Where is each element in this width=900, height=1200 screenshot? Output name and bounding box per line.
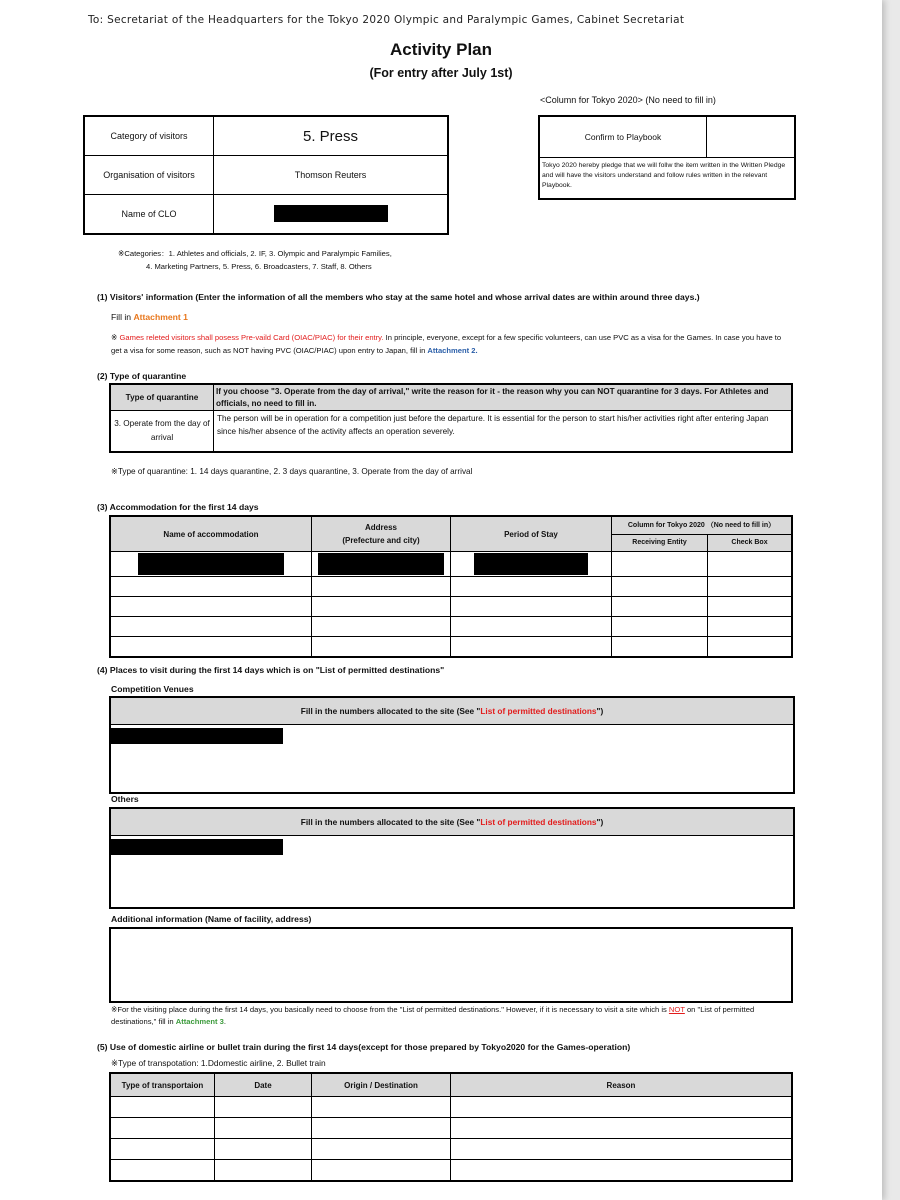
transport-type-note: ※Type of transpotation: 1.Ddomestic airline, 2. Bullet train: [111, 1058, 326, 1068]
period-cell: [451, 552, 612, 577]
col-address: Address (Prefecture and city): [312, 516, 451, 552]
section4-note: [111, 1004, 791, 1028]
page-subtitle: (For entry after July 1st): [369, 66, 513, 80]
fill-suffix: "): [596, 706, 604, 716]
fill-suffix: "): [596, 817, 604, 827]
attachment2-link[interactable]: Attachment 2.: [427, 345, 478, 355]
fill-prefix: Fill in the numbers allocated to the site (See ": [300, 706, 481, 716]
check-cell: [708, 552, 793, 577]
clo-value: [214, 195, 449, 235]
table-row: [110, 552, 792, 577]
col-tokyo-2020: Column for Tokyo 2020 （No need to fill in）: [612, 516, 793, 534]
note-pvc-text: In principle, everyone, except for a few specific volunteers, can use PVC as a visa for the Games. In case you have to get a visa for some reason, such as NOT having PVC (OIAC/PIAC) upon entry to Japan, fill in: [111, 333, 782, 355]
note-not: NOT: [668, 1005, 685, 1014]
additional-info-box[interactable]: [109, 927, 793, 1003]
category-label: Category of visitors: [84, 116, 214, 156]
section1-title: (1) Visitors' information (Enter the information of all the members who stay at the same hotel and whose arrival dates are within around three days.): [97, 292, 700, 302]
accommodation-name-cell: [110, 552, 312, 577]
redaction-bar: [318, 553, 444, 575]
table-row: [110, 617, 792, 637]
quarantine-table: [109, 383, 793, 453]
col-date: Date: [215, 1073, 312, 1097]
permitted-destinations-link[interactable]: List of permitted destinations: [480, 706, 597, 716]
organisation-label: Organisation of visitors: [84, 156, 214, 195]
section5-title: (5) Use of domestic airline or bullet train during the first 14 days(except for those prepared by Tokyo2020 for the Games-operation): [97, 1042, 631, 1052]
redaction-bar: [111, 728, 283, 744]
redaction-bar: [274, 205, 388, 222]
note-pvc-warning: Games releted visitors shall posess Pre-vaild Card (OIAC/PIAC) for their entry.: [119, 333, 384, 342]
organisation-value: Thomson Reuters: [214, 156, 449, 195]
attachment1-link[interactable]: Attachment 1: [133, 312, 188, 322]
visitors-table: [83, 115, 449, 235]
categories-note: [118, 247, 392, 273]
redaction-bar: [474, 553, 588, 575]
note-mark: ※: [111, 333, 120, 342]
col-transport-type: Type of transportaion: [110, 1073, 215, 1097]
additional-info-label: Additional information (Name of facility, address): [111, 914, 312, 924]
quarantine-row-label: 3. Operate from the day of arrival: [110, 411, 214, 453]
col-reason: Reason: [451, 1073, 793, 1097]
quarantine-row-text: The person will be in operation for a competition just before the departure. It is essential for the person to start his/her activities right after entering Japan since his/her absence of the activity affects an operation severely.: [214, 411, 793, 453]
redaction-bar: [138, 553, 284, 575]
transport-table: [109, 1072, 793, 1182]
addressee-line: To: Secretariat of the Headquarters for the Tokyo 2020 Olympic and Paralympic Games, Cabinet Secretariat: [88, 14, 685, 26]
col-check-box: Check Box: [708, 534, 793, 552]
accommodation-table: [109, 515, 793, 658]
table-row: [110, 577, 792, 597]
section2-title: (2) Type of quarantine: [97, 371, 187, 381]
note-text-b: on "List of permitted destinations," fill in: [111, 1005, 755, 1026]
fill-in-text: Fill in: [111, 312, 134, 322]
pledge-text: Tokyo 2020 hereby pledge that we will follw the item written in the Written Pledge and will have the visitors understand and follow rules written in the relevant Playbook.: [542, 162, 786, 189]
confirm-playbook-label: Confirm to Playbook: [540, 117, 707, 157]
categories-line-1: ※Categories：1. Athletes and officials, 2. IF, 3. Olympic and Paralympic Families,: [118, 249, 392, 258]
others-fill-header: [111, 809, 793, 836]
section1-note: [111, 332, 791, 357]
category-value: 5. Press: [214, 116, 449, 156]
fill-prefix: Fill in the numbers allocated to the site (See ": [300, 817, 481, 827]
competition-venues-box: [109, 696, 795, 794]
quarantine-footnote: ※Type of quarantine: 1. 14 days quarantine, 2. 3 days quarantine, 3. Operate from the day of arrival: [111, 467, 473, 476]
table-row: [110, 637, 792, 658]
tokyo-column-note: <Column for Tokyo 2020> (No need to fill in): [540, 95, 716, 105]
others-label: Others: [111, 794, 139, 804]
competition-fill-header: [111, 698, 793, 725]
permitted-destinations-link[interactable]: List of permitted destinations: [480, 817, 597, 827]
competition-venues-label: Competition Venues: [111, 684, 194, 694]
quarantine-header-label: Type of quarantine: [110, 384, 214, 411]
table-row: [110, 1139, 792, 1160]
receiving-cell: [612, 552, 708, 577]
section4-title: (4) Places to visit during the first 14 days which is on "List of permitted destinations": [97, 665, 445, 675]
table-row: [110, 1160, 792, 1182]
col-period: Period of Stay: [451, 516, 612, 552]
col-receiving-entity: Receiving Entity: [612, 534, 708, 552]
page-title: Activity Plan: [389, 40, 493, 59]
section1-fill-line: [111, 312, 188, 322]
section3-title: (3) Accommodation for the first 14 days: [97, 502, 259, 512]
redaction-bar: [111, 839, 283, 855]
others-box: [109, 807, 795, 909]
note-text-a: ※For the visiting place during the first 14 days, you basically need to choose from the "List of permitted destinations." However, if it is necessary to visit a site which is: [111, 1005, 669, 1014]
note-end: .: [223, 1017, 226, 1026]
table-row: [110, 1118, 792, 1139]
categories-line-2: 4. Marketing Partners, 5. Press, 6. Broadcasters, 7. Staff, 8. Others: [146, 262, 372, 271]
table-row: [110, 1097, 792, 1118]
attachment3-link[interactable]: Attachment 3: [175, 1017, 224, 1026]
clo-label: Name of CLO: [84, 195, 214, 235]
quarantine-header-text: If you choose "3. Operate from the day of arrival," write the reason for it - the reason why you can NOT quarantine for 3 days. For Athletes and officials, no need to fill in.: [214, 384, 793, 411]
address-cell: [312, 552, 451, 577]
playbook-box: [538, 115, 796, 200]
col-accommodation-name: Name of accommodation: [110, 516, 312, 552]
table-row: [110, 597, 792, 617]
col-origin-destination: Origin / Destination: [312, 1073, 451, 1097]
